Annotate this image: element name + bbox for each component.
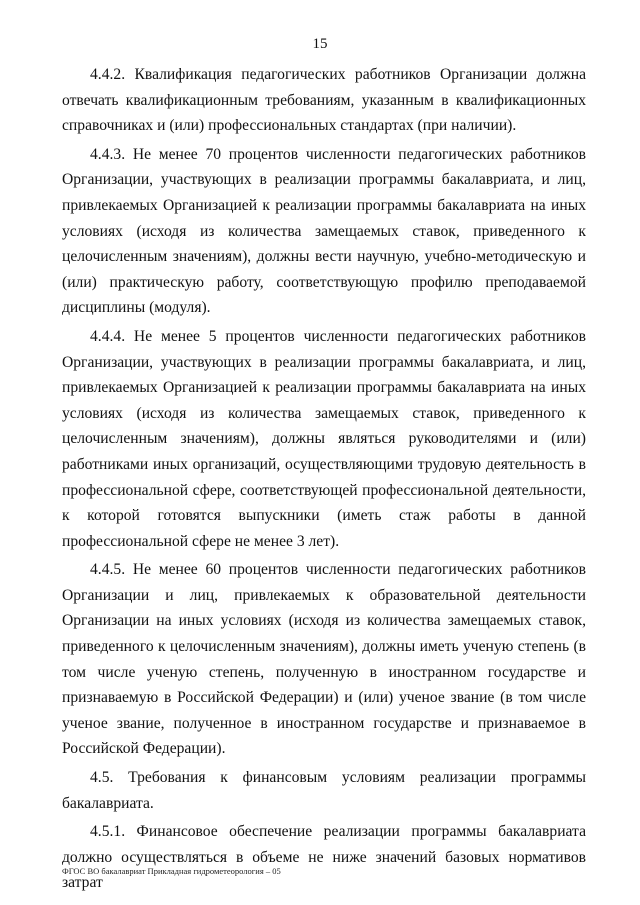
document-body [62,62,586,899]
paragraph-4-4-4: 4.4.4. Не менее 5 процентов численности педагогических работников Организации, участвующих в реализации программы бакалавриата, и лиц, привлекаемых Организацией к реализации программы бакалавриата на иных условиях (исходя из количества замещаемых ставок, приведенного к целочисленным значениям), должны являться руководителями и (или) работниками иных организаций, осуществляющими трудовую деятельность в профессиональной сфере, соответствующей профессиональной деятельности, к которой готовятся выпускники (иметь стаж работы в данной профессиональной сфере не менее 3 лет). [62,327,586,550]
paragraph-4-4-5: 4.4.5. Не менее 60 процентов численности педагогических работников Организации и лиц, привлекаемых к образовательной деятельности Организации на иных условиях (исходя из количества замещаемых ставок, приведенного к целочисленным значениям), должны иметь ученую степень (в том числе ученую степень, полученную в иностранном государстве и признаваемую в Российской Федерации) и (или) ученое звание (в том числе ученое звание, полученное в иностранном государстве и признаваемое в Российской Федерации). [62,561,586,758]
paragraph-4-4-2: 4.4.2. Квалификация педагогических работников Организации должна отвечать квалификационным требованиям, указанным в квалификационных справочниках и (или) профессиональных стандартах (при наличии). [62,66,586,135]
page-footer: ФГОС ВО бакалавриат Прикладная гидрометеорология – 05 [62,866,281,876]
paragraph-4-4-3: 4.4.3. Не менее 70 процентов численности педагогических работников Организации, участвующих в реализации программы бакалавриата, и лиц, привлекаемых Организацией к реализации программы бакалавриата на иных условиях (исходя из количества замещаемых ставок, приведенного к целочисленным значениям), должны вести научную, учебно-методическую и (или) практическую работу, соответствующую профилю преподаваемой дисциплины (модуля). [62,145,586,317]
paragraph-4-5-1: 4.5.1. Финансовое обеспечение реализации программы бакалавриата должно осуществляться в объеме не ниже значений базовых нормативов затрат [62,823,586,892]
paragraph-4-5: 4.5. Требования к финансовым условиям реализации программы бакалавриата. [62,769,586,812]
page-number: 15 [312,36,328,52]
